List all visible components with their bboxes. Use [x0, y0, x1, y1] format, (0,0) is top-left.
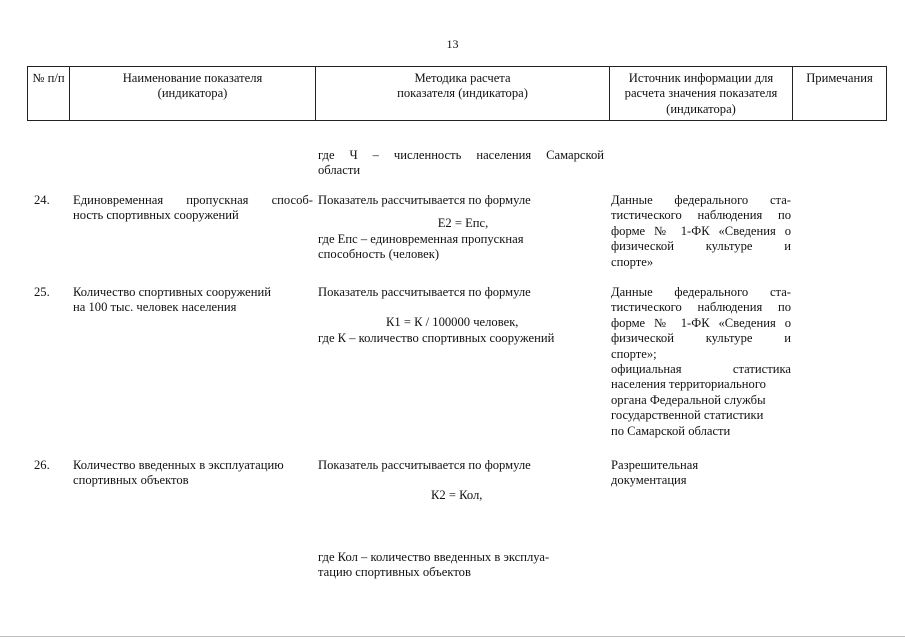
row-26-method: Показатель рассчитывается по формуле К2 = Кол, где Кол – количество введенных в эксплуа- тацию спортивных объектов — [318, 458, 550, 580]
continuation-text: где Ч – численность населения Самарской области — [318, 148, 604, 178]
row-25-num: 25. — [34, 285, 50, 299]
header-num: № п/п — [28, 67, 70, 121]
row-26-source: Разрешительная документация — [611, 458, 699, 488]
header-method: Методика расчета показателя (индикатора) — [316, 67, 610, 121]
header-notes: Примечания — [793, 67, 887, 121]
row-25-method: Показатель рассчитывается по формуле К1 = К / 100000 человек, где К – количество спортивных сооружений — [318, 285, 555, 345]
scan-edge-divider — [0, 636, 905, 637]
row-25-source: Данные федерального ста- тистического наблюдения по форме № 1-ФК «Сведения о физической культуре и спорте»; официальная статистика населения территориального органа Федеральной службы государственной статистики по Самарской области — [611, 285, 791, 438]
row-24-num: 24. — [34, 193, 50, 207]
table-header — [27, 66, 887, 121]
page-number: 13 — [446, 37, 459, 51]
row-24-method: Показатель рассчитывается по формуле Е2 = Епс, где Епс – единовременная пропускная способность (человек) — [318, 193, 531, 262]
row-25-name: Количество спортивных сооружений на 100 тыс. человек населения — [73, 285, 271, 315]
row-26-name: Количество введенных в эксплуатацию спортивных объектов — [73, 458, 284, 488]
header-name: Наименование показателя (индикатора) — [70, 67, 316, 121]
row-26-num: 26. — [34, 458, 50, 472]
header-source: Источник информации для расчета значения показателя (индикатора) — [610, 67, 793, 121]
row-24-source: Данные федерального ста- тистического наблюдения по форме № 1-ФК «Сведения о физической культуре и спорте» — [611, 193, 791, 269]
row-24-name: Единовременная пропускная способ- ность спортивных сооружений — [73, 193, 313, 223]
